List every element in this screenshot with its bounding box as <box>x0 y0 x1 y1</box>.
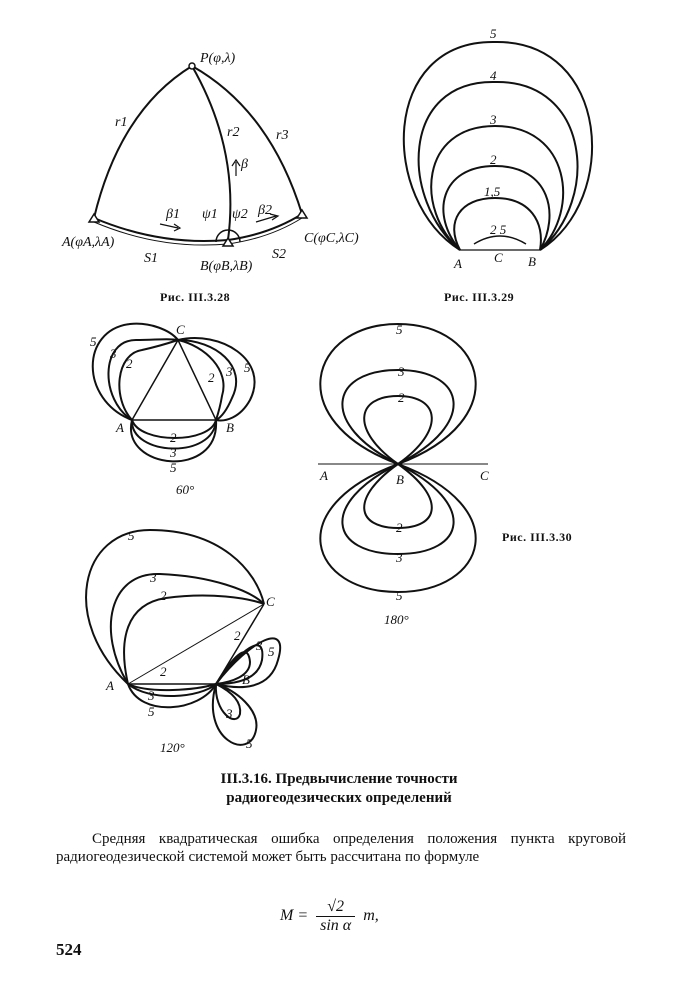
curve-60-right-2 <box>178 340 224 420</box>
figure-30-180-labels <box>319 322 489 627</box>
label-120-3: 3 <box>150 570 157 585</box>
formula-lhs: M = <box>280 907 309 925</box>
label-P: P(φ,λ) <box>200 51 236 66</box>
label-60-3c: 3 <box>170 445 177 460</box>
curve-180-top-3 <box>342 370 453 464</box>
formula-denominator: sin α <box>320 917 352 934</box>
section-number: III.3.16. <box>220 771 272 787</box>
formula-fraction <box>316 898 355 935</box>
label-120-2: 2 <box>160 588 167 603</box>
label-beta: β <box>241 157 248 172</box>
caption-fig-30: Рис. III.3.30 <box>502 530 573 544</box>
curve-60-left-5 <box>93 324 178 420</box>
label-29-A: A <box>454 256 462 271</box>
label-60-B: B <box>226 420 234 435</box>
label-60-3a: 3 <box>110 346 117 361</box>
label-60-3b: 3 <box>226 364 233 379</box>
label-r3: r3 <box>276 128 289 143</box>
label-60-angle: 60° <box>176 482 195 497</box>
page-number: 524 <box>56 940 82 959</box>
label-A: A(φA,λA) <box>62 235 115 250</box>
label-60-5a: 5 <box>90 334 97 349</box>
body-paragraph: Средняя квадратическая ошибка определения положения пункта круговой радиогеодезической системой может быть рассчитана по формуле <box>56 831 626 865</box>
label-29-3: 3 <box>490 112 497 127</box>
label-120-5c: 5 <box>268 644 275 659</box>
label-120-5d: 5 <box>246 736 253 751</box>
label-beta2: β2 <box>258 203 272 218</box>
label-120-3d: 3 <box>226 706 233 721</box>
label-120-B: B <box>242 672 250 687</box>
label-29-C: C <box>494 250 503 265</box>
label-180-3a: 3 <box>398 364 405 379</box>
label-60-C: C <box>176 322 185 337</box>
curve-29-small <box>474 236 526 244</box>
label-29-4: 4 <box>490 68 497 83</box>
label-r1: r1 <box>115 115 128 130</box>
label-120-3b: 3 <box>148 688 155 703</box>
label-B: B(φB,λB) <box>200 259 253 274</box>
label-60-2b: 2 <box>208 370 215 385</box>
label-60-2a: 2 <box>126 356 133 371</box>
label-180-2b: 2 <box>396 520 403 535</box>
label-120-3c: 3 <box>256 638 263 653</box>
label-29-small: 2 5 <box>490 222 507 237</box>
label-60-5c: 5 <box>170 460 177 475</box>
label-S1: S1 <box>144 251 158 266</box>
label-120-C: C <box>266 594 275 609</box>
curve-60-left-2 <box>119 340 178 420</box>
label-C: C(φC,λC) <box>304 231 359 246</box>
figure-30-120-labels <box>105 528 275 755</box>
label-180-3b: 3 <box>396 550 403 565</box>
label-120-5: 5 <box>128 528 135 543</box>
label-29-B: B <box>528 254 536 269</box>
caption-fig-29: Рис. III.3.29 <box>444 290 515 304</box>
curve-120-top-3 <box>111 574 264 684</box>
label-180-C: C <box>480 468 489 483</box>
arrow-beta <box>232 160 240 176</box>
label-120-2b: 2 <box>160 664 167 679</box>
arc-r1 <box>94 66 192 218</box>
label-180-A: A <box>320 468 328 483</box>
formula <box>280 898 379 935</box>
caption-fig-28: Рис. III.3.28 <box>160 290 231 304</box>
label-60-A: A <box>116 420 124 435</box>
curve-29-2 <box>443 166 549 250</box>
station-C <box>297 210 307 218</box>
section-heading <box>0 770 678 808</box>
label-29-5: 5 <box>490 26 497 41</box>
label-120-A: A <box>106 678 114 693</box>
label-180-2a: 2 <box>398 390 405 405</box>
label-180-5a: 5 <box>396 322 403 337</box>
section-title-line1: Предвычисление точности <box>275 771 458 787</box>
label-180-5b: 5 <box>396 588 403 603</box>
label-29-2: 2 <box>490 152 497 167</box>
label-180-B: B <box>396 472 404 487</box>
figure-29-labels <box>453 26 536 271</box>
label-S2: S2 <box>272 247 286 262</box>
label-120-5b: 5 <box>148 704 155 719</box>
figure-30-120 <box>86 530 280 745</box>
label-psi2: ψ2 <box>232 207 248 222</box>
curve-120-bot-2 <box>128 684 216 690</box>
label-120-2c: 2 <box>234 628 241 643</box>
label-psi1: ψ1 <box>202 207 218 222</box>
label-60-5b: 5 <box>244 360 251 375</box>
arrow-beta1 <box>160 224 180 231</box>
label-beta1: β1 <box>166 207 180 222</box>
label-r2: r2 <box>227 125 240 140</box>
section-title-line2: радиогеодезических определений <box>226 790 452 806</box>
label-29-15: 1,5 <box>484 184 501 199</box>
station-A <box>89 214 99 222</box>
point-P <box>189 63 195 69</box>
figure-29 <box>404 42 592 250</box>
figure-28 <box>89 63 307 246</box>
formula-rhs: m, <box>363 907 379 925</box>
label-120-angle: 120° <box>160 740 185 755</box>
label-60-2c: 2 <box>170 430 177 445</box>
formula-numerator: √2 <box>316 898 355 917</box>
label-180-angle: 180° <box>384 612 409 627</box>
